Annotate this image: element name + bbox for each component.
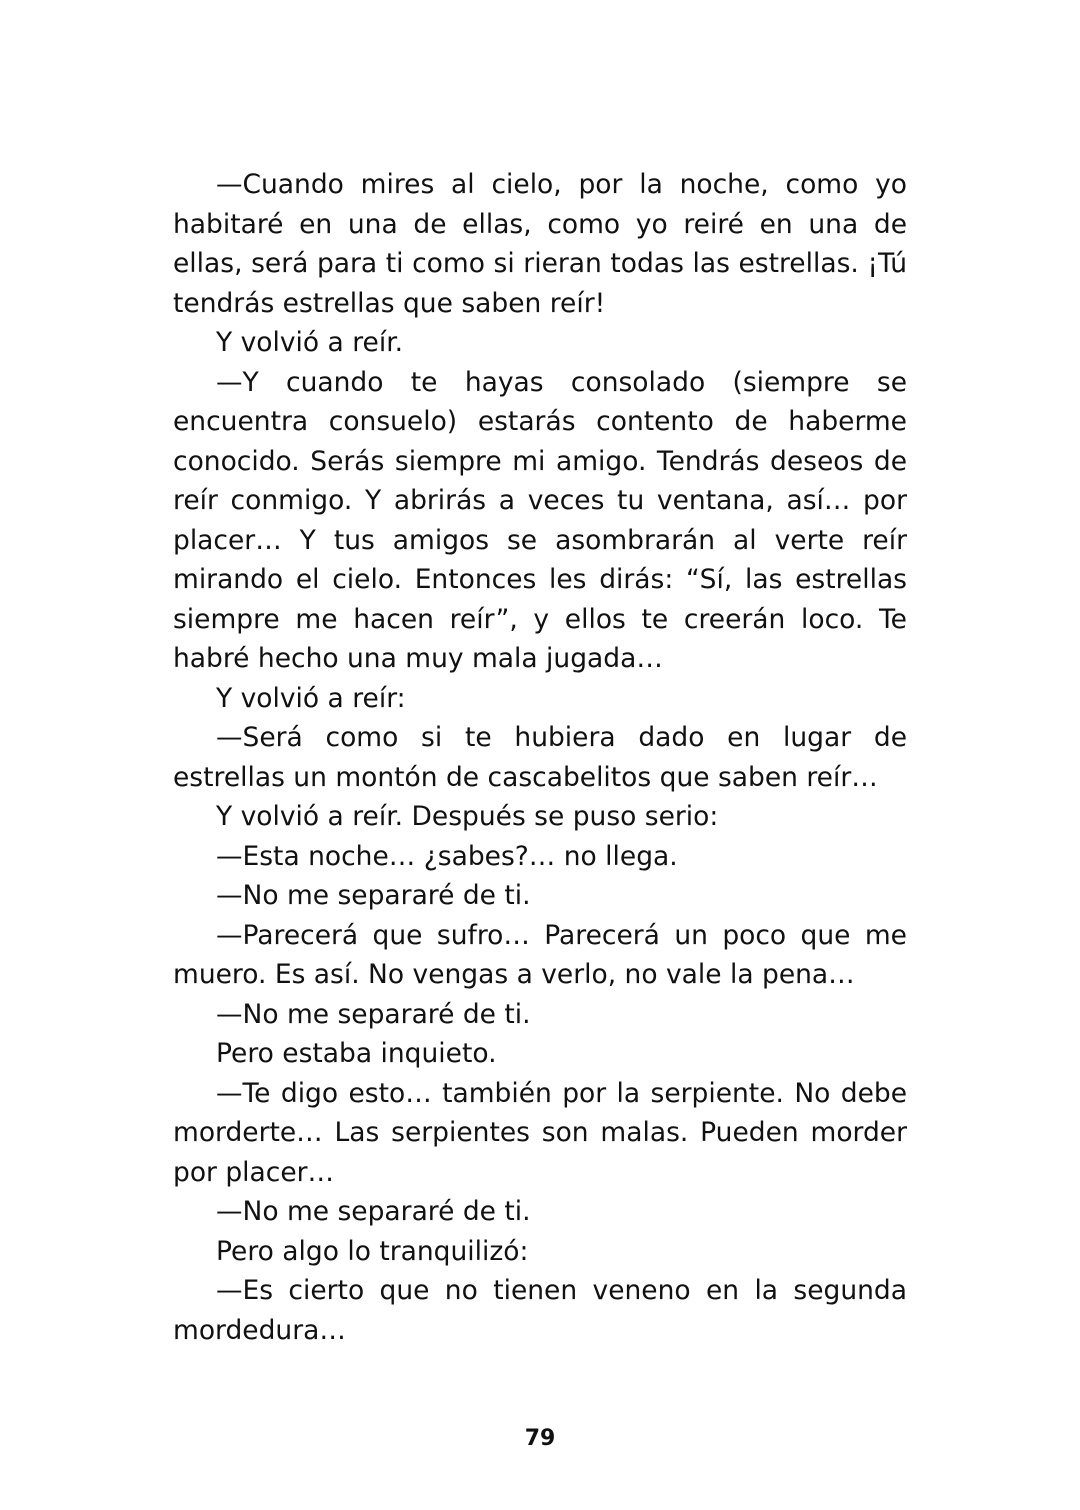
paragraph: Y volvió a reír. Después se puso serio: [216, 801, 719, 832]
paragraph: Pero estaba inquieto. [216, 1038, 497, 1069]
paragraph: —Te digo esto… también por la serpiente. No debe morderte… Las serpientes son malas. Pueden morder por placer… [173, 1077, 907, 1188]
paragraph: —Es cierto que no tienen veneno en la segunda mordedura… [173, 1275, 907, 1346]
paragraph: Pero algo lo tranquilizó: [216, 1235, 529, 1267]
paragraph: —No me separaré de ti. [216, 1196, 531, 1227]
body-text [173, 165, 907, 1350]
paragraph: Y volvió a reír: [216, 682, 406, 714]
paragraph: —No me separaré de ti. [216, 998, 531, 1030]
page-number: 79 [524, 1426, 556, 1451]
paragraph: —Esta noche… ¿sabes?… no llega. [216, 840, 678, 872]
paragraph: —Será como si te hubiera dado en lugar de estrellas un montón de cascabelitos que saben reír… [173, 722, 907, 793]
paragraph: —No me separaré de ti. [216, 880, 531, 911]
paragraph: —Cuando mires al cielo, por la noche, como yo habitaré en una de ellas, como yo reiré en una de ellas, será para ti como si rieran todas las estrellas. ¡Tú tendrás estrellas que saben reír! [173, 169, 907, 319]
paragraph: Y volvió a reír. [216, 327, 404, 358]
paragraph: —Y cuando te hayas consolado (siempre se encuentra consuelo) estarás contento de haberme conocido. Serás siempre mi amigo. Tendrás deseos de reír conmigo. Y abrirás a veces tu ventana, así… por placer… Y tus amigos se asombrarán al verte reír mirando el cielo. Entonces les dirás: “Sí, las estrellas siempre me hacen reír”, y ellos te creerán loco. Te habré hecho una muy mala jugada… [173, 366, 907, 674]
paragraph: —Parecerá que sufro… Parecerá un poco que me muero. Es así. No vengas a verlo, no vale la pena… [173, 919, 907, 990]
